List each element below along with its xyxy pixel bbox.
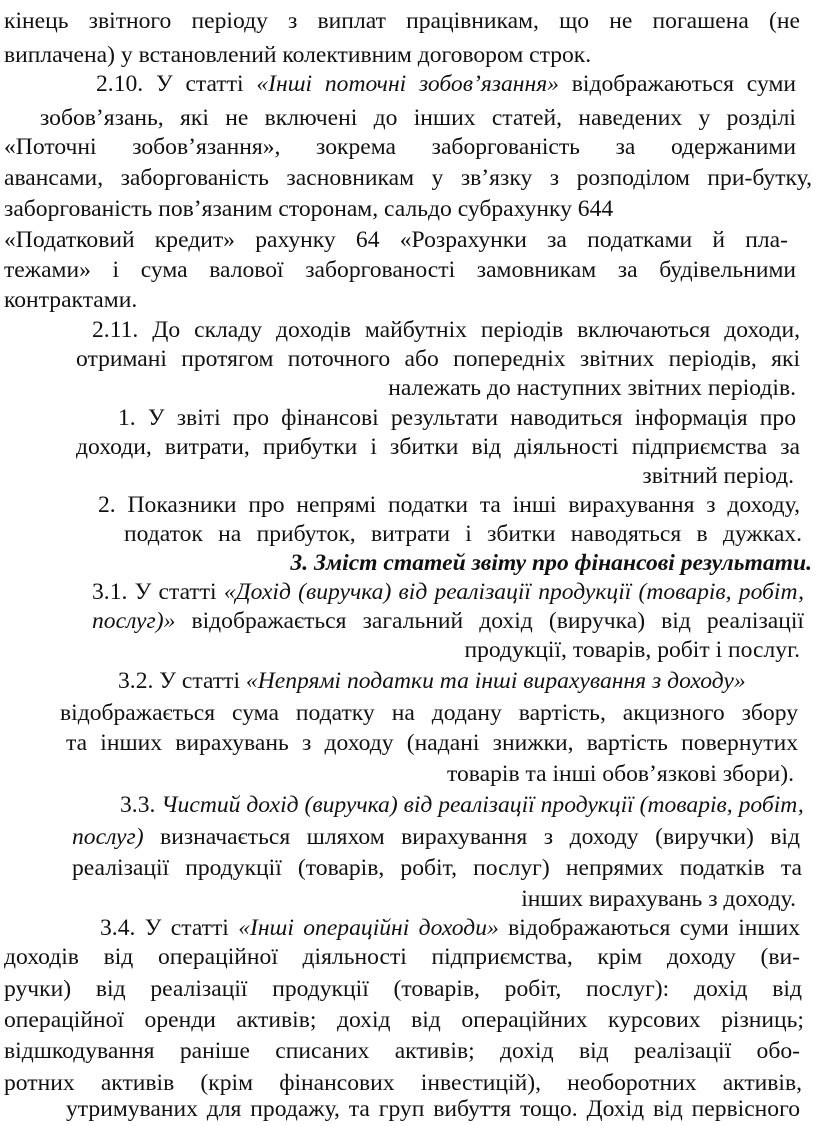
text-line: послуг) визначається шляхом вирахування з доходу (виручки) від — [72, 824, 800, 850]
text-line: зобов’язань, які не включені до інших статей, наведених у розділі — [40, 105, 796, 131]
text-line: 3.1. У статті «Дохід (виручка) від реалізації продукції (товарів, робіт, — [92, 579, 805, 605]
text-line: контрактами. — [4, 287, 138, 313]
text-line: та інших вирахувань з доходу (надані знижки, вартість повернутих — [66, 730, 798, 756]
text-line: інших вирахувань з доходу. — [521, 886, 796, 912]
text-line: 2.10. У статті «Інші поточні зобов’язання» відображаються суми — [96, 71, 796, 97]
text-line: 2.11. До складу доходів майбутніх періодів включаються доходи, — [92, 317, 800, 343]
text-line: утримуваних для продажу, та груп вибуття тощо. Дохід від первісного — [66, 1096, 800, 1122]
text-line: заборгованість пов’язаним сторонам, сальдо субрахунку 644 — [4, 196, 614, 222]
text-line: 3.3. Чистий дохід (виручка) від реалізації продукції (товарів, робіт, — [120, 792, 804, 818]
text-line: продукції, товарів, робіт і послуг. — [464, 637, 800, 663]
text-line: товарів та інші обов’язкові збори). — [447, 761, 794, 787]
text-line: 1. У звіті про фінансові результати наводиться інформація про — [118, 405, 796, 431]
text-line: звітний період. — [642, 463, 794, 489]
text-line: «Поточні зобов’язання», зокрема заборгованість за одержаними — [4, 134, 796, 160]
text-line: тежами» і сума валової заборгованості замовникам за будівельними — [4, 257, 796, 283]
text-line: операційної оренди активів; дохід від операційних курсових різниць; — [4, 1007, 804, 1033]
section-heading: 3. Зміст статей звіту про фінансові результати. — [290, 550, 812, 576]
text-line: отримані протягом поточного або попередніх звітних періодів, які — [76, 346, 800, 372]
text-line: відшкодування раніше списаних активів; дохід від реалізації обо- — [4, 1038, 800, 1064]
text-line: доходи, витрати, прибутки і збитки від діяльності підприємства за — [76, 434, 800, 460]
text-line: ротних активів (крім фінансових інвестицій), необоротних активів, — [4, 1070, 802, 1096]
text-line: відображається сума податку на додану вартість, акцизного збору — [60, 700, 798, 726]
text-line: 3.2. У статті «Непрямі податки та інші вирахування з доходу» — [118, 668, 746, 694]
text-line: 3.4. У статті «Інші операційні доходи» відображаються суми інших — [100, 915, 800, 941]
text-line: кінець звітного періоду з виплат працівникам, що не погашена (не — [4, 8, 800, 34]
text-line: ручки) від реалізації продукції (товарів, робіт, послуг): дохід від — [4, 976, 802, 1002]
text-line: послуг)» відображається загальний дохід (виручка) від реалізації — [92, 608, 804, 634]
text-line: 2. Показники про непрямі податки та інші вирахування з доходу, — [98, 492, 800, 518]
text-line: доходів від операційної діяльності підприємства, крім доходу (ви- — [4, 944, 800, 970]
text-line: авансами, заборгованість засновникам у зв’язку з розподілом при-бутку, — [4, 165, 812, 191]
text-line: належать до наступних звітних періодів. — [388, 375, 796, 401]
text-line: податок на прибуток, витрати і збитки наводяться в дужках. — [124, 521, 802, 547]
text-line: «Податковий кредит» рахунку 64 «Розрахунки за податками й пла- — [4, 227, 788, 253]
text-line: реалізації продукції (товарів, робіт, послуг) непрямих податків та — [72, 855, 802, 881]
text-line: виплачена) у встановлений колективним договором строк. — [4, 42, 592, 68]
